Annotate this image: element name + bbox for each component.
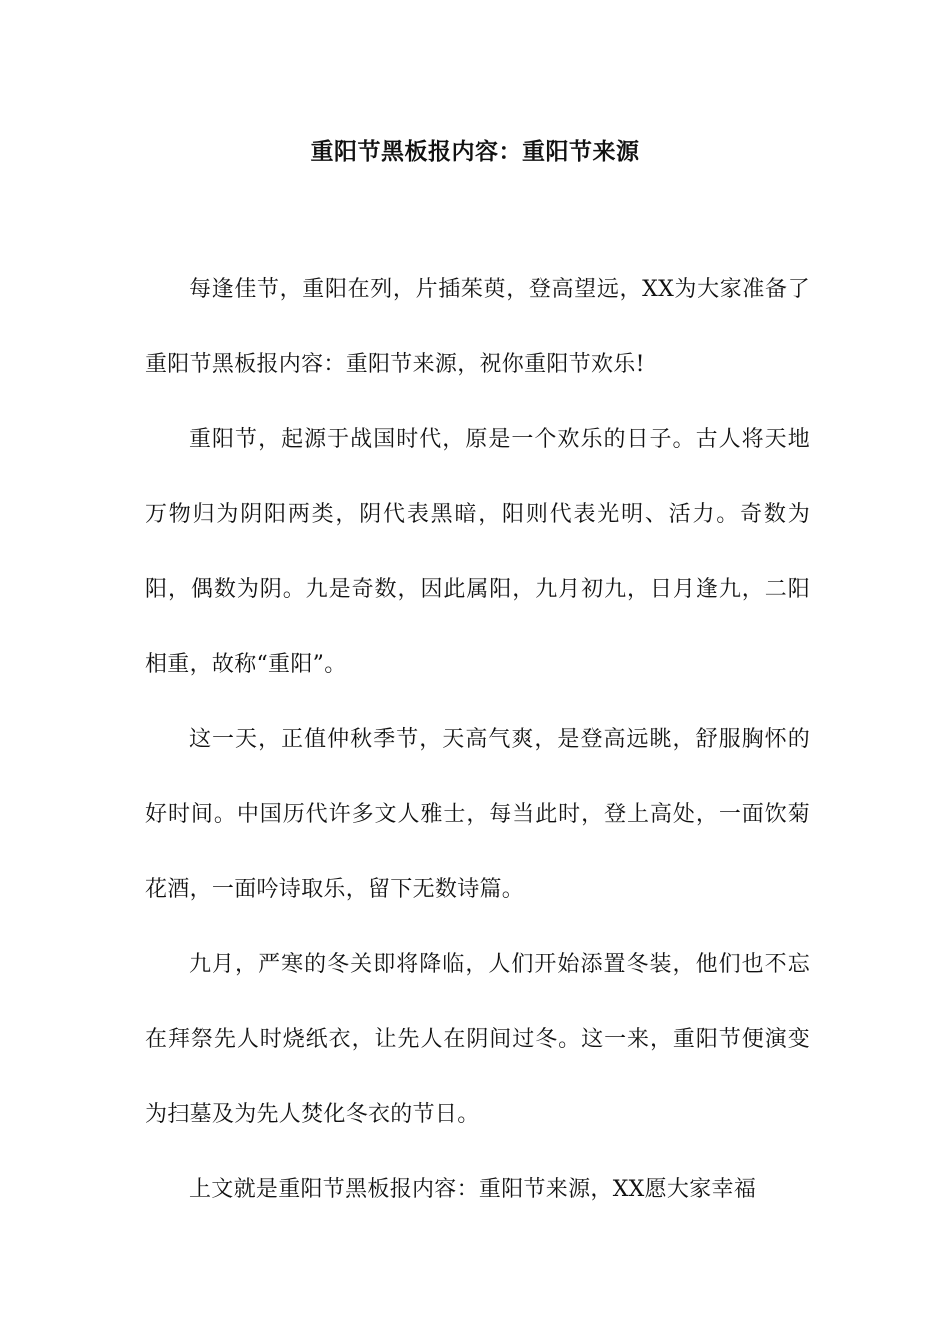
paragraph-intro: 每逢佳节，重阳在列，片插茱萸，登高望远，XX为大家准备了重阳节黑板报内容：重阳节来源，祝你重阳节欢乐! [145, 277, 810, 377]
paragraph-closing: 上文就是重阳节黑板报内容：重阳节来源，XX愿大家幸福 [189, 1177, 757, 1202]
paragraph-climbing: 这一天，正值仲秋季节，天高气爽，是登高远眺，舒服胸怀的好时间。中国历代许多文人雅士，每当此时，登上高处，一面饮菊花酒，一面吟诗取乐，留下无数诗篇。 [145, 727, 810, 902]
paragraph-origin: 重阳节，起源于战国时代，原是一个欢乐的日子。古人将天地万物归为阴阳两类，阴代表黑暗，阳则代表光明、活力。奇数为阳，偶数为阴。九是奇数，因此属阳，九月初九，日月逢九，二阳相重，故称“重阳”。 [145, 427, 810, 677]
paragraph-winter-clothes: 九月，严寒的冬关即将降临，人们开始添置冬装，他们也不忘在拜祭先人时烧纸衣，让先人在阴间过冬。这一来，重阳节便演变为扫墓及为先人焚化冬衣的节日。 [145, 952, 810, 1127]
document-title: 重阳节黑板报内容：重阳节来源 [310, 138, 640, 165]
document-body [145, 252, 810, 1227]
